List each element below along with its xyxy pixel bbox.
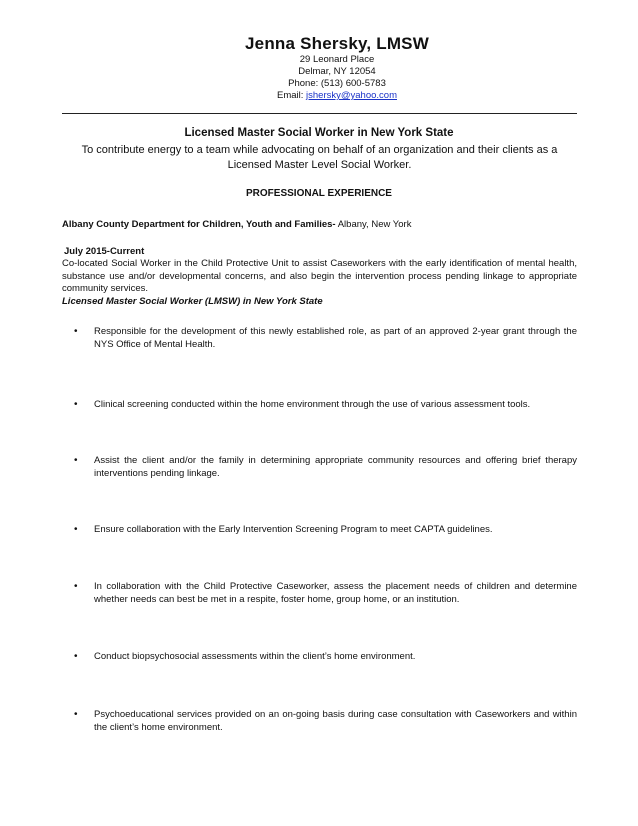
bullet-icon: • (74, 524, 78, 535)
header-divider (62, 113, 577, 114)
email-link[interactable]: jshersky@yahoo.com (306, 90, 397, 101)
objective-statement: To contribute energy to a team while advocating on behalf of an organization and their clients as a Licensed Master Level Social Worker. (81, 144, 558, 171)
employer-line (62, 219, 411, 230)
bullet-icon: • (74, 326, 78, 337)
employer-name: Albany County Department for Children, Youth and Families- (62, 219, 336, 230)
job-role: Licensed Master Social Worker (LMSW) in New York State (62, 296, 323, 307)
bullet-icon: • (74, 455, 78, 466)
bullet-icon: • (74, 399, 78, 410)
list-item-text: Assist the client and/or the family in determining appropriate community resources and offering brief therapy interventions pending linkage. (94, 455, 577, 479)
phone-number: Phone: (513) 600-5783 (288, 78, 386, 89)
list-item-text: Clinical screening conducted within the home environment through the use of various assessment tools. (94, 399, 531, 410)
list-item-text: Conduct biopsychosocial assessments within the client’s home environment. (94, 651, 416, 662)
job-description: Co-located Social Worker in the Child Protective Unit to assist Caseworkers with the early identification of mental health, substance use and/or developmental concerns, and also begin the intervention process pending linkage to appropriate community services. (62, 258, 577, 294)
section-heading-experience: PROFESSIONAL EXPERIENCE (246, 188, 392, 199)
list-item-text: In collaboration with the Child Protective Caseworker, assess the placement needs of children and determine whether needs can best be met in a respite, foster home, group home, or an institution. (94, 581, 577, 605)
list-item-text: Psychoeducational services provided on an on-going basis during case consultation with Caseworkers and within the client’s home environment. (94, 709, 577, 733)
bullet-icon: • (74, 581, 78, 592)
email-line (36, 90, 638, 102)
bullet-icon: • (74, 651, 78, 662)
candidate-name: Jenna Shersky, LMSW (245, 34, 429, 53)
list-item-text: Responsible for the development of this newly established role, as part of an approved 2-year grant through the NYS Office of Mental Health. (94, 326, 577, 350)
city-state-zip: Delmar, NY 12054 (298, 66, 376, 77)
job-dates: July 2015-Current (64, 246, 145, 257)
employer-location: Albany, New York (335, 219, 412, 230)
resume-title: Licensed Master Social Worker in New York State (184, 127, 454, 139)
street-address: 29 Leonard Place (299, 54, 375, 65)
list-item-text: Ensure collaboration with the Early Intervention Screening Program to meet CAPTA guidelines. (94, 524, 493, 535)
email-label: Email: (276, 90, 307, 101)
resume-header (0, 34, 638, 102)
bullet-icon: • (74, 709, 78, 720)
